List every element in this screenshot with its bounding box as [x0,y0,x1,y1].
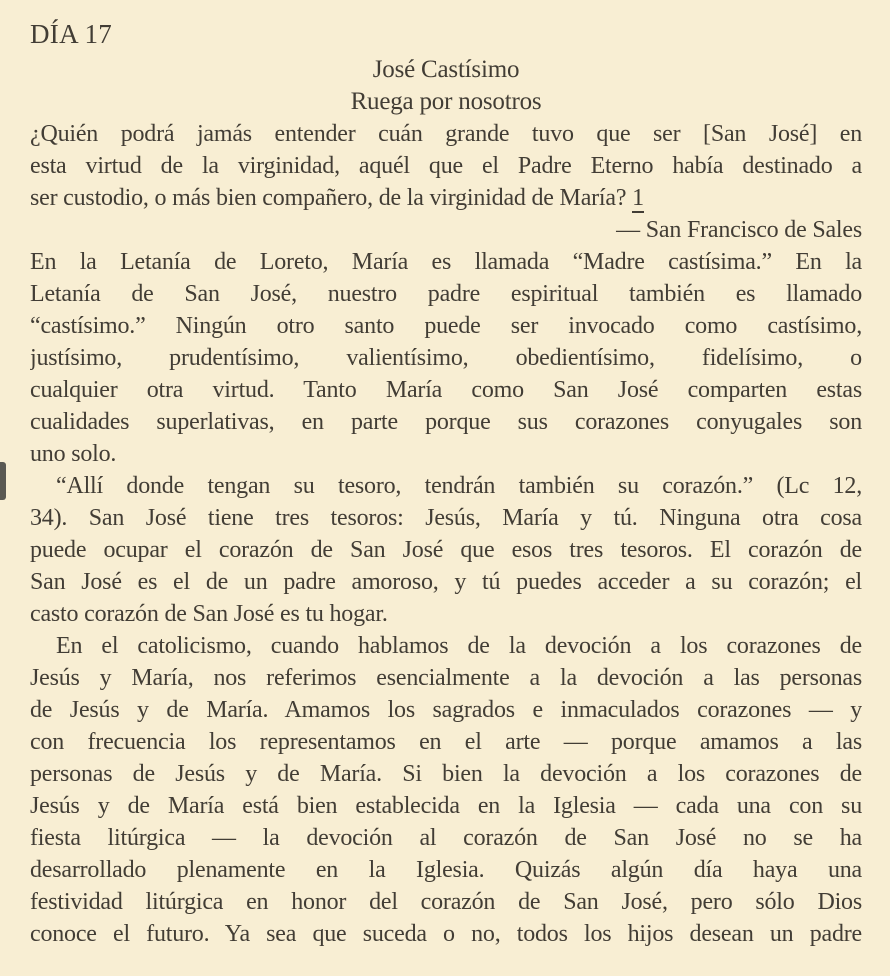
text-line: casto corazón de San José es tu hogar. [30,601,388,627]
text-line: Letanía de San José, nuestro padre espiritual también es llamado [30,281,862,307]
text-line-row [30,374,862,406]
text-line: conoce el futuro. Ya sea que suceda o no, todos los hijos desean un padre [30,921,862,947]
text-line: cualidades superlativas, en parte porque sus corazones conyugales son [30,409,862,435]
text-line: Jesús y María, nos referimos esencialmente a la devoción a las personas [30,665,862,691]
text-line: festividad litúrgica en honor del corazón de San José, pero sólo Dios [30,889,862,915]
text-line: justísimo, prudentísimo, valientísimo, obedientísimo, fidelísimo, o [30,345,862,371]
chapter-title: José Castísimo [372,56,520,83]
text-line: de Jesús y de María. Amamos los sagrados e inmaculados corazones — y [30,697,862,723]
attribution-line-row [30,214,862,246]
text-line: puede ocupar el corazón de San José que esos tres tesoros. El corazón de [30,537,862,563]
quote-line: ¿Quién podrá jamás entender cuán grande tuvo que ser [San José] en [30,121,862,147]
text-line-row [30,406,862,438]
text-line: Jesús y de María está bien establecida en la Iglesia — cada una con su [30,793,862,819]
footnote-ref-1[interactable]: 1 [632,185,644,211]
text-line: con frecuencia los representamos en el arte — porque amamos a las [30,729,862,755]
quote-line-row [30,182,862,214]
text-line: cualquier otra virtud. Tanto María como San José comparten estas [30,377,862,403]
text-line-row [30,662,862,694]
text-line: San José es el de un padre amoroso, y tú puedes acceder a su corazón; el [30,569,862,595]
text-line-row [30,918,862,950]
chapter-title-row [30,54,862,86]
chapter-subtitle-row [30,86,862,118]
text-line: fiesta litúrgica — la devoción al corazón de San José no se ha [30,825,862,851]
text-line-row [30,726,862,758]
text-line: uno solo. [30,441,117,467]
text-line-row [30,246,862,278]
text-line-row [30,886,862,918]
text-line-row [30,822,862,854]
text-line-row [30,278,862,310]
text-line-row [30,502,862,534]
text-line-row [30,854,862,886]
text-line-row [30,758,862,790]
quote-line: ser custodio, o más bien compañero, de la virginidad de María? [30,185,627,211]
text-line: En la Letanía de Loreto, María es llamada “Madre castísima.” En la [30,249,862,275]
text-line-row [30,310,862,342]
text-line: En el catolicismo, cuando hablamos de la devoción a los corazones de [56,633,862,659]
quote-line: esta virtud de la virginidad, aquél que el Padre Eterno había destinado a [30,153,862,179]
text-line-row [30,566,862,598]
text-line-row [30,438,862,470]
text-line-row [30,342,862,374]
text-column [30,16,862,950]
text-line-row [30,598,862,630]
text-line: 34). San José tiene tres tesoros: Jesús, María y tú. Ninguna otra cosa [30,505,862,531]
attribution-line: — San Francisco de Sales [616,217,862,243]
text-line-row [30,534,862,566]
text-line: “Allí donde tengan su tesoro, tendrán también su corazón.” (Lc 12, [56,473,862,499]
quote-line-row [30,118,862,150]
text-line-row [30,694,862,726]
text-line-row [30,790,862,822]
text-line: personas de Jesús y de María. Si bien la devoción a los corazones de [30,761,862,787]
quote-line-row [30,150,862,182]
text-line: desarrollado plenamente en la Iglesia. Quizás algún día haya una [30,857,862,883]
day-heading-row [30,16,862,54]
day-heading: DÍA 17 [30,19,113,49]
left-edge-marker [0,462,6,500]
chapter-subtitle: Ruega por nosotros [350,88,542,115]
text-line-row [30,470,862,502]
text-line: “castísimo.” Ningún otro santo puede ser invocado como castísimo, [30,313,862,339]
text-line-row [30,630,862,662]
